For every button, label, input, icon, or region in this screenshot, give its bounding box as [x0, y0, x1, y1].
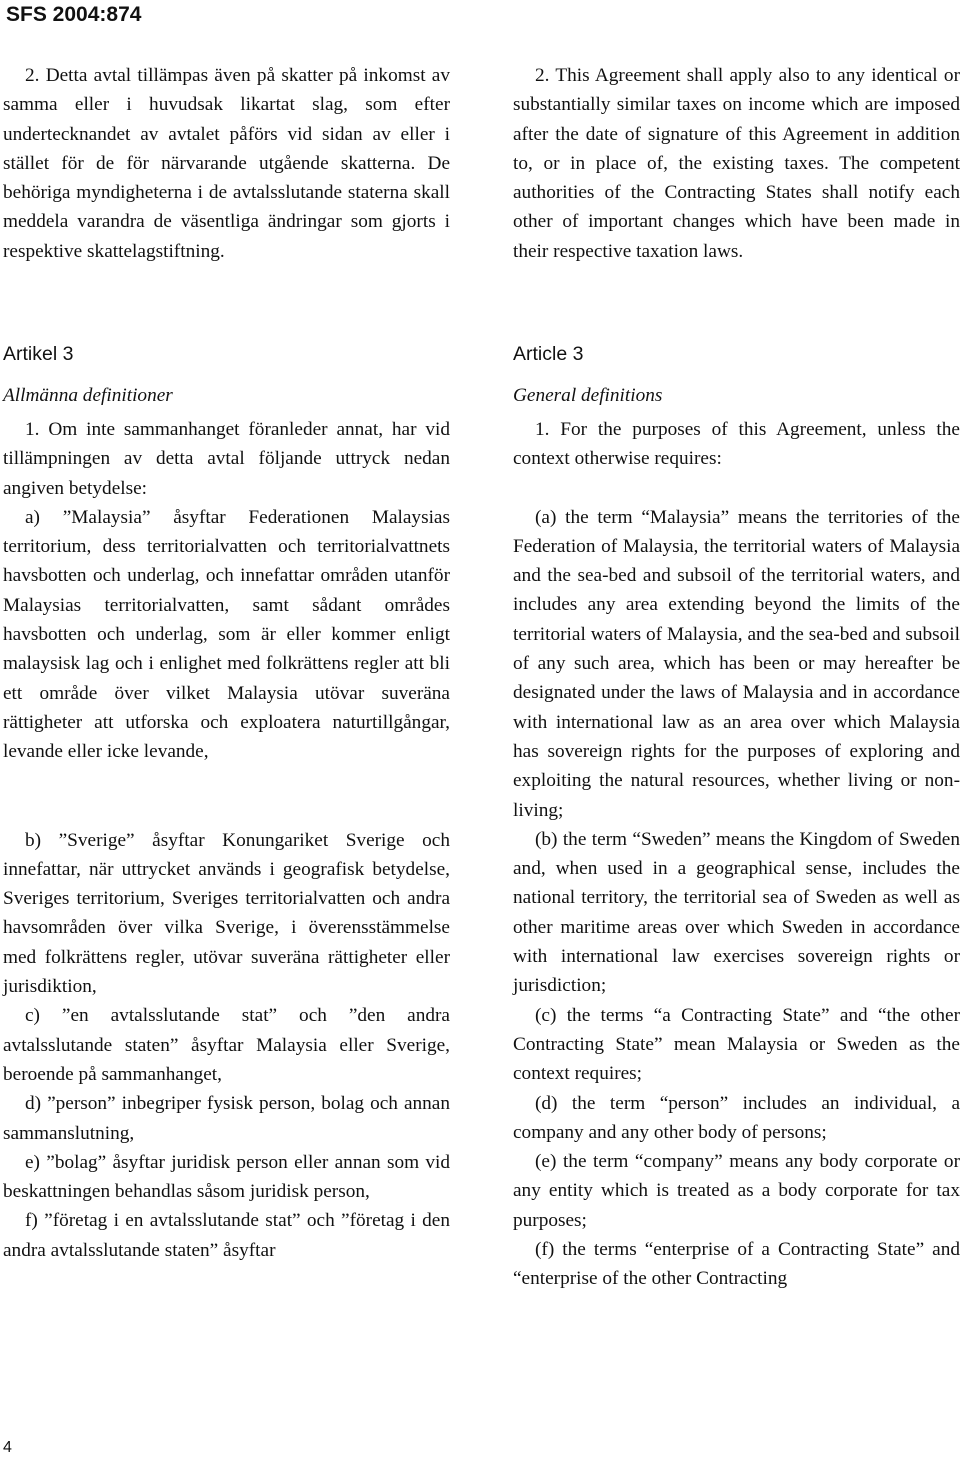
english-article-subheading: General definitions	[513, 385, 663, 406]
english-item-d: (d) the term “person” includes an individual, a company and any other body of persons;	[513, 1092, 960, 1143]
english-paragraph-2: 2. This Agreement shall apply also to any identical or substantially similar taxes on income which are imposed after the date of signature of this Agreement in addition to, or in place of, the existing taxes. The competent authorities of the Contracting States shall notify each other of important changes which have been made in their respective taxation laws.	[513, 65, 960, 262]
swedish-article-subheading: Allmänna definitioner	[3, 385, 173, 406]
english-item-c: (c) the terms “a Contracting State” and “the other Contracting State” mean Malaysia or Sweden as the context requires;	[513, 1004, 960, 1085]
swedish-item-e: e) ”bolag” åsyftar juridisk person eller annan som vid beskattningen behandlas såsom juridisk person,	[3, 1151, 450, 1203]
swedish-item-a: a) ”Malaysia” åsyftar Federationen Malaysias territorium, dess territorialvatten och territorialvattnets havsbotten och underlag, och innefattar områden utanför Malaysias territorialvatten, samt sådant områdes havsbotten och underlag, som är eller kommer enligt malaysisk lag och i enlighet med folkrättens regler att bli ett område över vilket Malaysia utövar suveräna rättigheter att utforska och exploatera naturtillgångar, levande eller icke levande,	[3, 506, 450, 763]
page-number: 4	[3, 1439, 12, 1456]
english-item-a: (a) the term “Malaysia” means the territories of the Federation of Malaysia, the territorial waters of Malaysia and the sea-bed and subsoil of the territorial waters, and includes any area extending beyond the limits of the territorial waters of Malaysia, and the sea-bed and subsoil of any such area, which has been or may hereafter be designated under the laws of Malaysia and in accordance with international law as an area over which Malaysia has sovereign rights for the purposes of exploring and exploiting the natural resources, whether living or non-living;	[513, 506, 960, 821]
english-item-f: (f) the terms “enterprise of a Contracting State” and “enterprise of the other Contracting	[513, 1239, 960, 1290]
swedish-item-d: d) ”person” inbegriper fysisk person, bolag och annan sammanslutning,	[3, 1093, 450, 1144]
english-article-heading: Article 3	[513, 343, 584, 365]
swedish-paragraph-2: 2. Detta avtal tillämpas även på skatter på inkomst av samma eller i huvudsak likartat slag, som efter undertecknandet av avtalet påförs vid sidan av eller i stället för de för närvarande utgående skatterna. De behöriga myndigheterna i de avtalsslutande staterna skall meddela varandra de väsentliga ändringar som gjorts i respektive skattelagstiftning.	[3, 65, 450, 262]
english-column-article	[513, 339, 960, 1294]
document-reference: SFS 2004:874	[6, 3, 142, 26]
swedish-article-heading: Artikel 3	[3, 343, 74, 365]
swedish-paragraph-1: 1. Om inte sammanhanget föranleder annat, har vid tillämpningen av detta avtal följande uttryck nedan angiven betydelse:	[3, 419, 450, 499]
swedish-item-f: f) ”företag i en avtalsslutande stat” och ”företag i den andra avtalsslutande staten” åsyftar	[3, 1210, 450, 1261]
swedish-column-article	[3, 339, 450, 1265]
swedish-column-top	[3, 61, 450, 266]
swedish-item-c: c) ”en avtalsslutande stat” och ”den andra avtalsslutande staten” åsyftar Malaysia eller Sverige, beroende på sammanhanget,	[3, 1005, 450, 1085]
english-item-e: (e) the term “company” means any body corporate or any entity which is treated as a body corporate for tax purposes;	[513, 1151, 960, 1231]
english-column-top	[513, 61, 960, 266]
swedish-item-b: b) ”Sverige” åsyftar Konungariket Sverige och innefattar, när uttrycket används i geografisk betydelse, Sveriges territorium, Sveriges territorialvatten och andra havsområden över vilka Sverige, i överensstämmelse med folkrättens regler, utövar suveräna rättigheter eller jurisdiktion,	[3, 829, 450, 998]
english-item-b: (b) the term “Sweden” means the Kingdom of Sweden and, when used in a geographical sense, includes the national territory, the territorial sea of Sweden as well as other maritime areas over which Sweden in accordance with international law exercises sovereign rights or jurisdiction;	[513, 828, 960, 997]
english-paragraph-1: 1. For the purposes of this Agreement, unless the context otherwise requires:	[513, 419, 960, 470]
